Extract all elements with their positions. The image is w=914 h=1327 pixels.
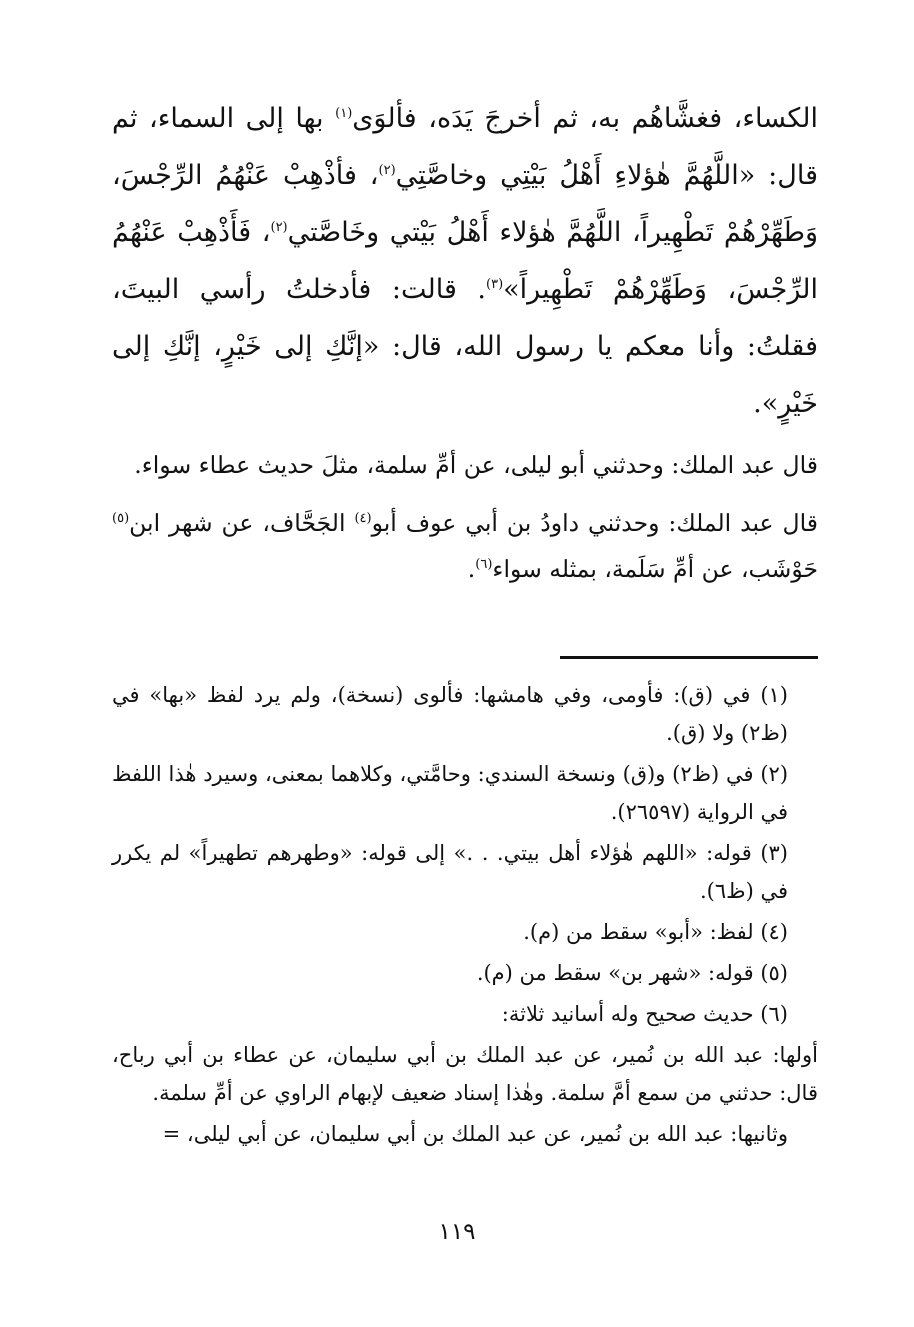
paragraph-abd-al-malik-1 <box>112 442 818 488</box>
footnote-ref-2[interactable]: (٢) <box>378 163 396 178</box>
footnotes <box>112 676 818 1156</box>
paragraph-abd-al-malik-2 <box>112 500 818 592</box>
text-run: الجَحَّاف، عن شهر ابن <box>129 509 355 537</box>
footnote-1: (١) في (ق): فأومى، وفي هامشها: فألوى (نسخة)، ولم يرد لفظ «بها» في (ظ٢) ولا (ق). <box>112 683 788 745</box>
footnote-separator <box>560 656 818 659</box>
footnote-ref-3[interactable]: (٣) <box>486 277 504 292</box>
footnote-6-first-chain: أولها: عبد الله بن نُمير، عن عبد الملك بن أبي سليمان، عن عطاء بن أبي رباح، قال: حدثني من سمع أمَّ سلمة. وهٰذا إسناد ضعيف لإبهام الراوي عن أمِّ سلمة. <box>112 1043 818 1105</box>
page-number: ١١٩ <box>438 1219 476 1245</box>
footnote-ref-2b[interactable]: (٢) <box>270 220 288 235</box>
text-run: ، فأذْهِبْ عَنْهُمُ الرِّجْسَ، وَطَهِّرْهُمْ تَطْهِيراً، اللَّهُمَّ هٰؤلاء أَهْلُ بَيْتي وخَاصَّتي <box>112 160 818 248</box>
text-run: ، فَأَذْهِبْ عَنْهُمُ الرِّجْسَ، وَطَهِّرْهُمْ تَطْهِيراً» <box>112 217 818 305</box>
footnote-5: (٥) قوله: «شهر بن» سقط من (م). <box>476 961 788 985</box>
text-run: قال عبد الملك: وحدثني داودُ بن أبي عوف أبو <box>371 509 819 537</box>
footnote-ref-1[interactable]: (١) <box>335 106 353 121</box>
footnote-ref-6[interactable]: (٦) <box>475 557 493 573</box>
text-run: حَوْشَب، عن أمِّ سَلَمة، بمثله سواء <box>492 555 818 583</box>
text-run: قال عبد الملك: وحدثني أبو ليلى، عن أمِّ سلمة، مثلَ حديث عطاء سواء. <box>134 451 818 479</box>
main-text <box>112 90 818 592</box>
text-run: بها إلى السماء، ثم قال: «اللَّهُمَّ هٰؤلاءِ أَهْلُ بَيْتِي وخاصَّتِي <box>112 103 818 191</box>
footnote-6: (٦) حديث صحيح وله أسانيد ثلاثة: <box>501 1002 788 1026</box>
footnote-2: (٢) في (ظ٢) و(ق) ونسخة السندي: وحامَّتي، وكلاهما بمعنى، وسيرد هٰذا اللفظ في الرواية (٢٦٥٩٧). <box>112 762 789 824</box>
text-run: الكساء، فغشَّاهُم به، ثم أخرجَ يَدَه، فألوَى <box>352 103 818 134</box>
footnote-ref-5[interactable]: (٥) <box>112 511 130 527</box>
footnote-6-second-chain: وثانيها: عبد الله بن نُمير، عن عبد الملك بن أبي سليمان، عن أبي ليلى، = <box>162 1122 788 1146</box>
text-run: . <box>467 555 476 583</box>
footnote-4: (٤) لفظ: «أبو» سقط من (م). <box>523 920 788 944</box>
footnote-ref-4[interactable]: (٤) <box>354 511 372 527</box>
footnote-3: (٣) قوله: «اللهم هٰؤلاء أهل بيتي. . .» إلى قوله: «وطهرهم تطهيراً» لم يكرر في (ظ٦). <box>112 841 788 903</box>
text-run: . قالت: فأدخلتُ رأسي البيتَ، فقلتُ: وأنا معكم يا رسول الله، قال: «إنَّكِ إلى خَيْرٍ، إنَّكِ إلى خَيْرٍ». <box>112 274 818 419</box>
paragraph-hadith <box>112 90 818 432</box>
